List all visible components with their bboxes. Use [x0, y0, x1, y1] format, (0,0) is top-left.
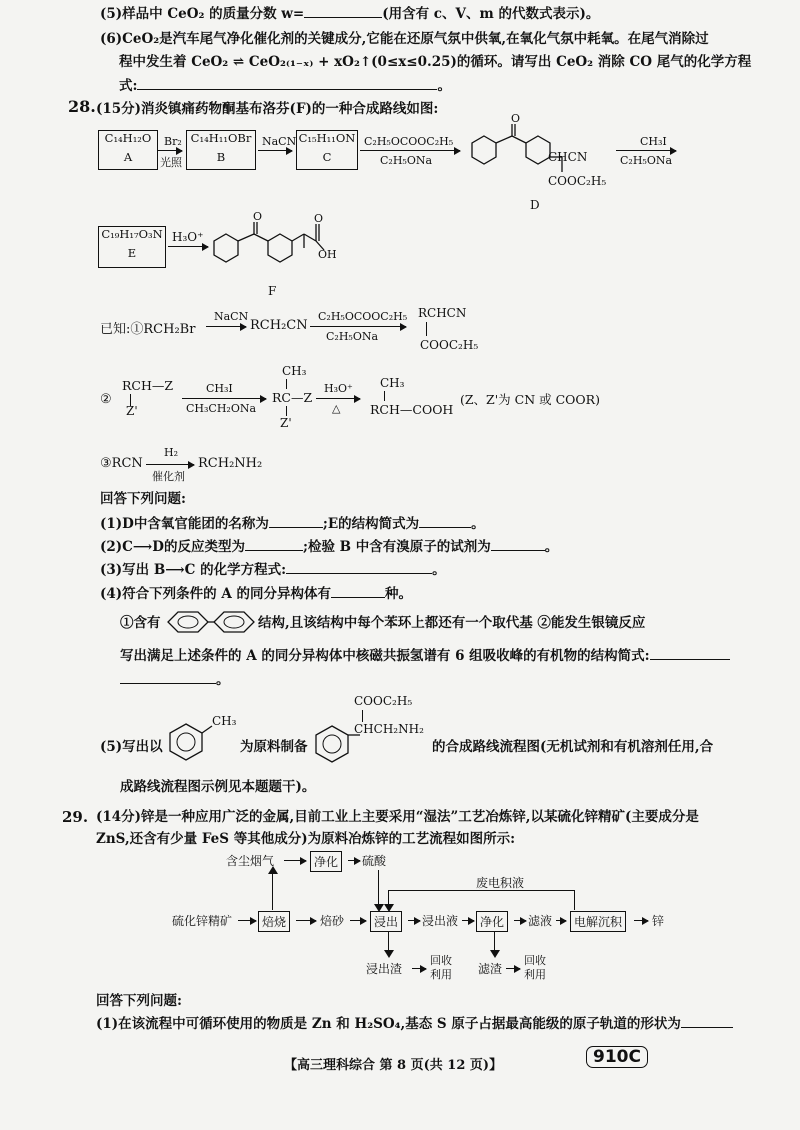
q28-s4-write-text: 写出满足上述条件的 A 的同分异构体中核磁共振氢谱有 6 组吸收峰的有机物的结构简式: — [120, 648, 650, 664]
known2-mid-bond-up — [286, 379, 287, 389]
F-acid-OH: OH — [318, 248, 337, 261]
flow-roast-up-line — [272, 870, 273, 910]
flow-residue1-arrowhead — [384, 950, 394, 958]
arrow4-top: CH₃I — [640, 135, 667, 148]
F-carbonyl-O: O — [253, 210, 263, 223]
flow-filtrate: 滤液 — [528, 914, 553, 928]
flow-acid-down-line — [378, 870, 379, 908]
flow-arrow-purify-filtrate — [514, 920, 526, 921]
flow-roast-box: 焙烧 — [258, 911, 290, 932]
flow-arrow-filtrate-electro — [556, 920, 566, 921]
target-amine-group: CHCH₂NH₂ — [354, 722, 424, 736]
known2-mid-bottom: Z' — [280, 416, 292, 430]
q27-p6-line3: 式: 。 — [119, 78, 451, 94]
q27-p6-line2: 程中发生着 CeO₂ ⇌ CeO₂₍₁₋ₓ₎ + xO₂↑(0≤x≤0.25)的循环。请写出 CeO₂ 消除 CO 尾气的化学方程 — [119, 54, 752, 70]
known2-mid-bond-down — [286, 406, 287, 416]
answer-blank — [269, 514, 323, 528]
toluene-ch3: CH₃ — [212, 714, 237, 728]
arrow3-top: C₂H₅OCOOC₂H₅ — [364, 135, 454, 148]
flow-zinc: 锌 — [652, 914, 665, 928]
flow-arrow-gas-purify — [284, 860, 306, 861]
flow-recover1-a: 回收 — [430, 954, 452, 967]
known2-note: (Z、Z'为 CN 或 COOR) — [460, 392, 600, 407]
box-B-formula: C₁₄H₁₁OBr — [190, 131, 252, 145]
known3-arrow — [146, 464, 194, 465]
q29-intro-line1: (14分)锌是一种应用广泛的金属,目前工业上主要采用“湿法”工艺冶炼锌,以某硫化锌精矿(主要成分是 — [96, 809, 699, 825]
known3-reactant: ③RCN — [100, 456, 143, 471]
box-C-formula: C₁₅H₁₁ON — [298, 131, 356, 145]
q28-number: 28. — [68, 97, 96, 116]
q27-p5 — [100, 4, 599, 23]
flow-ore: 硫化锌精矿 — [172, 914, 233, 928]
flow-residue2: 滤渣 — [478, 962, 503, 976]
D-carbonyl-O: O — [511, 112, 521, 125]
flow-recover2-b: 利用 — [524, 968, 546, 981]
q28-s1: (1)D中含氧官能团的名称为 ;E的结构简式为 。 — [100, 516, 485, 532]
known2-mid: RC—Z — [272, 390, 313, 405]
q28-cond-a: ①含有 — [120, 615, 161, 631]
q28-s4-text: (4)符合下列条件的 A 的同分异构体有 — [100, 586, 332, 602]
known2-arrow1-bottom: CH₃CH₂ONa — [186, 402, 257, 415]
answer-blank — [245, 537, 303, 551]
answer-blank — [304, 4, 382, 18]
known1-arrow1 — [206, 326, 246, 327]
known2-number: ② — [100, 392, 112, 407]
q27-p6-line3-text: 式: — [119, 78, 138, 94]
known1-mid: RCH₂CN — [250, 318, 308, 333]
flow-residue2-arrowhead — [490, 950, 500, 958]
box-A-formula: C₁₄H₁₂O — [104, 131, 152, 145]
flow-dust-gas: 含尘烟气 — [226, 854, 275, 868]
flow-sulfuric-acid: 硫酸 — [362, 854, 387, 868]
known2-arrow2-top: H₃O⁺ — [324, 382, 353, 395]
q28-s2-a: (2)C⟶D的反应类型为 — [100, 539, 245, 555]
known2-arrow2 — [316, 398, 360, 399]
q29-number: 29. — [62, 808, 89, 826]
answer-blank — [681, 1014, 733, 1028]
known2-product: RCH—COOH — [370, 402, 454, 417]
known1-product-top: RCHCN — [418, 306, 467, 320]
q27-p5-tail: (用含有 c、V、m 的代数式表示)。 — [382, 6, 600, 22]
flow-arrow-residue2-recover — [506, 968, 520, 969]
paper-code: 910C — [586, 1046, 648, 1068]
flow-arrow-roast-calcine — [296, 920, 316, 921]
q28-s2-b: ;检验 B 中含有溴原子的试剂为 — [302, 539, 491, 555]
flow-leachate: 浸出液 — [422, 914, 459, 928]
biphenyl-structure — [164, 610, 256, 634]
known3-arrow-bottom: 催化剂 — [152, 470, 185, 483]
q28-cond-b: 结构,且该结构中每个苯环上都还有一个取代基 ②能发生银镜反应 — [258, 615, 646, 631]
flow-arrow-electro-zinc — [634, 920, 648, 921]
flow-arrow-purify-acid — [348, 860, 360, 861]
known2-reactant-bottom: Z' — [126, 404, 138, 418]
known2-arrow1 — [182, 398, 266, 399]
known1-reactant: 已知:①RCH₂Br — [100, 322, 196, 337]
arrow2-top: NaCN — [262, 135, 297, 148]
box-C — [296, 130, 358, 170]
known2-product-top: CH₃ — [380, 376, 405, 390]
q28-s3: (3)写出 B⟶C 的化学方程式: 。 — [100, 562, 446, 578]
arrow2 — [258, 150, 292, 151]
answer-blank — [491, 537, 545, 551]
answer-blank — [286, 560, 432, 574]
known1-arrow2-bottom: C₂H₅ONa — [326, 330, 379, 343]
known2-product-bond — [384, 391, 385, 401]
box-A-label: A — [123, 150, 133, 164]
q28-s5-d: 成路线流程图示例见本题题干)。 — [120, 779, 316, 795]
q29-s1-text: (1)在该流程中可循环使用的物质是 Zn 和 H₂SO₄,基态 S 原子占据最高能级的原子轨道的形状为 — [96, 1016, 681, 1032]
q28-s5-c: 的合成路线流程图(无机试剂和有机溶剂任用,合 — [432, 739, 714, 755]
q29-intro-line2: ZnS,还含有少量 FeS 等其他成分)为原料冶炼锌的工艺流程如图所示: — [96, 831, 516, 847]
arrow3 — [360, 150, 460, 151]
q28-s3-text: (3)写出 B⟶C 的化学方程式: — [100, 562, 287, 578]
known1-arrow1-top: NaCN — [214, 310, 249, 323]
box-E — [98, 226, 166, 268]
q29-s1 — [96, 1014, 733, 1033]
D-group-chcn: CHCN — [548, 150, 588, 164]
arrow3-bottom: C₂H₅ONa — [380, 154, 433, 167]
answer-blank — [331, 584, 385, 598]
known1-product-bond — [426, 322, 427, 336]
box-A — [98, 130, 158, 170]
F-acid-O: O — [314, 212, 324, 225]
box-B — [186, 130, 256, 170]
known1-arrow2-top: C₂H₅OCOOC₂H₅ — [318, 310, 408, 323]
arrow4 — [616, 150, 676, 151]
F-label: F — [268, 284, 277, 298]
q28-s5-a: (5)写出以 — [100, 739, 163, 755]
flow-waste-up — [574, 890, 575, 910]
q27-p5-text: (5)样品中 CeO₂ 的质量分数 w= — [100, 6, 305, 22]
flow-calcine: 焙砂 — [320, 914, 345, 928]
flow-electro-box: 电解沉积 — [570, 911, 626, 932]
q28-answer-header: 回答下列问题: — [100, 491, 186, 507]
box-E-formula: C₁₉H₁₇O₃N — [101, 227, 163, 241]
target-bond — [362, 710, 363, 722]
q29-answer-header: 回答下列问题: — [96, 993, 182, 1009]
arrow1 — [158, 150, 182, 151]
D-group-ester: COOC₂H₅ — [548, 174, 607, 188]
flow-up-arrowhead — [268, 866, 278, 874]
box-E-label: E — [127, 246, 137, 260]
arrow1-top: Br₂ — [164, 135, 182, 148]
flow-recover2-a: 回收 — [524, 954, 546, 967]
q28-intro: (15分)消炎镇痛药物酮基布洛芬(F)的一种合成路线如图: — [96, 101, 439, 117]
answer-blank — [650, 646, 730, 660]
known2-reactant-top: RCH—Z — [122, 378, 174, 393]
answer-blank — [137, 76, 437, 90]
q28-s1-b: ;E的结构简式为 — [322, 516, 420, 532]
known2-mid-top: CH₃ — [282, 364, 307, 378]
arrow5 — [168, 246, 208, 247]
box-C-label: C — [322, 150, 332, 164]
arrow4-bottom: C₂H₅ONa — [620, 154, 673, 167]
known2-arrow2-bottom: △ — [332, 402, 341, 415]
flow-arrow-liquor-purify — [462, 920, 474, 921]
flow-arrow-calcine-leach — [350, 920, 366, 921]
page-footer: 【高三理科综合 第 8 页(共 12 页)】 — [284, 1058, 503, 1073]
D-label: D — [530, 198, 540, 212]
answer-blank — [419, 514, 471, 528]
target-ester-group: COOC₂H₅ — [354, 694, 413, 708]
known2-arrow1-top: CH₃I — [206, 382, 233, 395]
q27-p6-line1: (6)CeO₂是汽车尾气净化催化剂的关键成分,它能在还原气氛中供氧,在氧化气氛中耗氧。在尾气消除过 — [100, 31, 709, 47]
q28-s4 — [100, 584, 412, 603]
flow-purify1-box: 净化 — [310, 851, 342, 872]
flow-purify2-box: 净化 — [476, 911, 508, 932]
known3-arrow-top: H₂ — [164, 446, 179, 459]
flow-waste-liquor: 废电积液 — [476, 876, 525, 890]
q28-s5-b: 为原料制备 — [240, 739, 308, 755]
box-B-label: B — [216, 150, 226, 164]
flow-arrow-ore-roast — [238, 920, 256, 921]
known3-product: RCH₂NH₂ — [198, 456, 263, 471]
flow-leach-box: 浸出 — [370, 911, 402, 932]
flow-recover1-b: 利用 — [430, 968, 452, 981]
answer-blank — [120, 670, 216, 684]
known1-product-bottom: COOC₂H₅ — [420, 338, 479, 352]
q28-s4-write — [120, 646, 730, 665]
q28-s4-write-cont: 。 — [120, 670, 230, 689]
arrow1-bottom: 光照 — [160, 156, 182, 169]
arrow5-top: H₃O⁺ — [172, 230, 204, 244]
flow-arrow-residue1-recover — [412, 968, 426, 969]
q28-s1-a: (1)D中含氧官能团的名称为 — [100, 516, 269, 532]
flow-waste-line — [388, 890, 575, 891]
flow-residue1: 浸出渣 — [366, 962, 403, 976]
known1-arrow2 — [310, 326, 406, 327]
flow-arrow-leach-liquor — [408, 920, 420, 921]
q28-s2: (2)C⟶D的反应类型为 ;检验 B 中含有溴原子的试剂为 。 — [100, 539, 559, 555]
q28-s4-unit: 种。 — [385, 586, 413, 602]
